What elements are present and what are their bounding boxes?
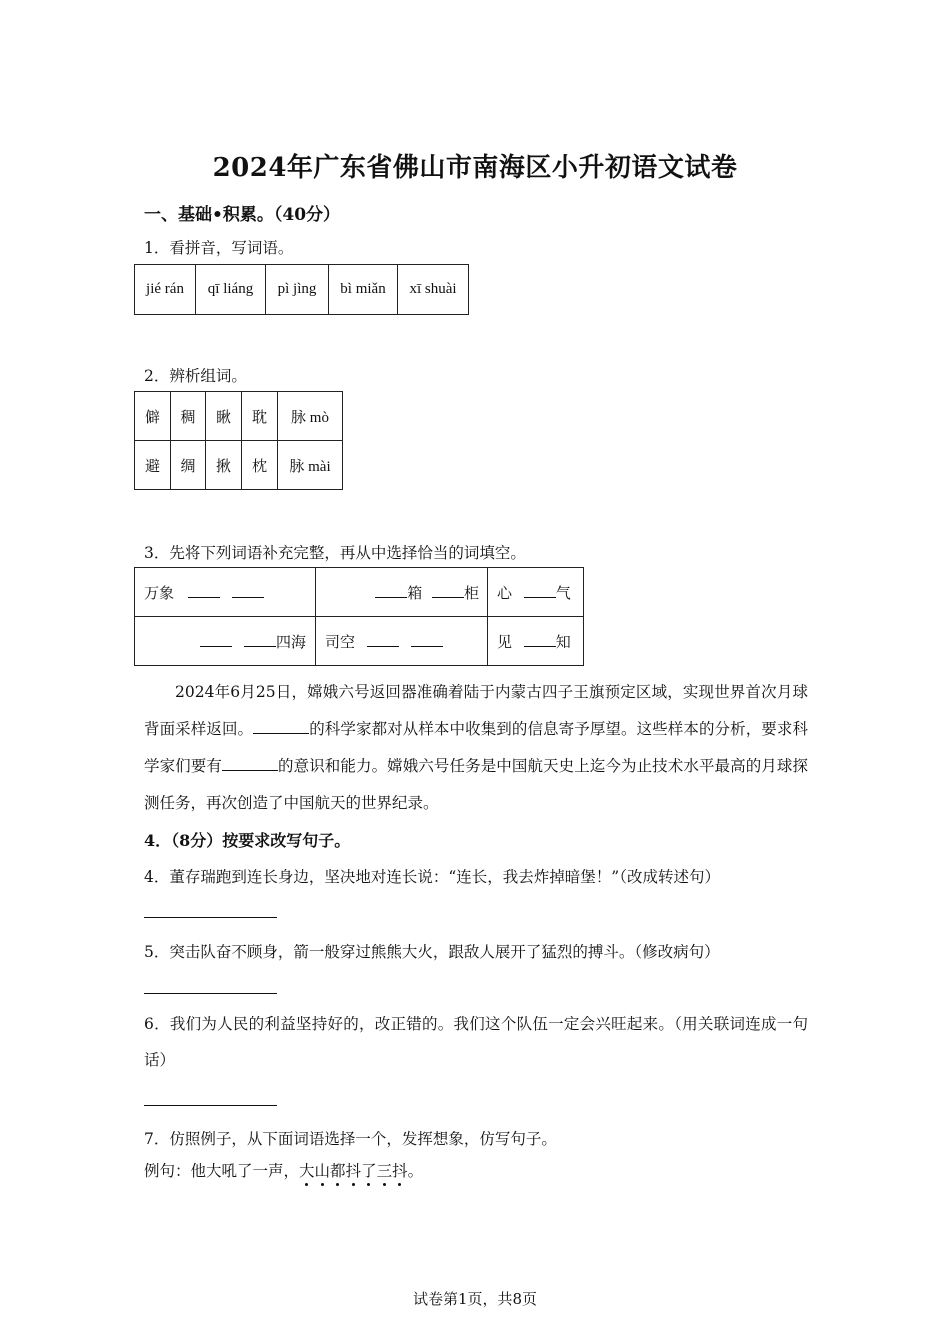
emphasis-char: 都 xyxy=(330,1162,346,1180)
idiom-text: 气 xyxy=(555,585,571,602)
pinyin-cell: xī shuài xyxy=(398,265,469,315)
idiom-cell xyxy=(135,617,316,666)
idiom-text: 四海 xyxy=(275,634,306,651)
question-1-prompt: 1．看拼音，写词语。 xyxy=(144,239,294,257)
example-suffix: 。 xyxy=(407,1162,424,1180)
answer-line xyxy=(144,1105,277,1106)
emphasis-char: 抖 xyxy=(392,1162,408,1180)
pinyin-table xyxy=(134,264,469,315)
example-sentence xyxy=(144,1159,423,1181)
page-footer: 试卷第1页，共8页 xyxy=(412,1290,538,1308)
pinyin-cell: bì miǎn xyxy=(329,265,398,315)
answer-blank xyxy=(188,583,220,598)
answer-blank xyxy=(524,583,556,598)
idiom-table xyxy=(134,567,584,666)
emphasis-char: 了 xyxy=(361,1162,377,1180)
emphasis-char: 抖 xyxy=(345,1162,362,1180)
idiom-text: 箱 xyxy=(407,585,423,602)
char-cell: 避 xyxy=(135,441,171,490)
section-heading: 一、基础•积累。（40分） xyxy=(144,205,341,225)
answer-blank xyxy=(253,719,309,734)
idiom-cell xyxy=(135,568,316,617)
pinyin-cell: qī liáng xyxy=(196,265,266,315)
idiom-text: 司空 xyxy=(325,634,356,651)
idiom-text: 知 xyxy=(555,634,571,651)
example-prefix: 例句：他大吼了一声， xyxy=(144,1162,300,1180)
answer-blank xyxy=(367,632,399,647)
question-4-heading: 4．（8分）按要求改写句子。 xyxy=(144,831,351,850)
idiom-cell xyxy=(316,617,488,666)
char-cell: 揪 xyxy=(206,441,242,490)
char-cell: 僻 xyxy=(135,392,171,441)
idiom-text: 心 xyxy=(497,585,513,602)
char-cell: 枕 xyxy=(242,441,278,490)
character-table xyxy=(134,391,343,490)
question-3-prompt: 3．先将下列词语补充完整，再从中选择恰当的词填空。 xyxy=(144,544,526,562)
answer-blank xyxy=(222,756,278,771)
idiom-text: 万象 xyxy=(144,585,175,602)
answer-blank xyxy=(232,583,264,598)
answer-blank xyxy=(375,583,407,598)
answer-line xyxy=(144,917,277,918)
idiom-cell xyxy=(488,617,584,666)
char-cell: 耽 xyxy=(242,392,278,441)
idiom-text: 柜 xyxy=(463,585,479,602)
reading-passage xyxy=(144,674,808,822)
emphasis-char: 山 xyxy=(314,1162,331,1180)
char-cell: 稠 xyxy=(171,392,206,441)
pinyin-cell: pì jìng xyxy=(266,265,329,315)
idiom-cell xyxy=(316,568,488,617)
emphasis-char: 三 xyxy=(376,1162,393,1180)
question-2-prompt: 2．辨析组词。 xyxy=(144,367,247,385)
answer-blank xyxy=(200,632,232,647)
char-cell: 脉 mài xyxy=(278,441,343,490)
answer-line xyxy=(144,993,277,994)
char-cell: 绸 xyxy=(171,441,206,490)
emphasis-char: 大 xyxy=(299,1162,315,1180)
char-cell: 脉 mò xyxy=(278,392,343,441)
pinyin-cell: jié rán xyxy=(135,265,196,315)
idiom-text: 见 xyxy=(497,634,513,651)
passage-text: 的意识和能力。嫦娥六号任务是中国航天史上迄今为止技术水平最高的月球探测任务，再次创造了中国航天的世界纪录。 xyxy=(144,757,808,812)
char-cell: 瞅 xyxy=(206,392,242,441)
answer-blank xyxy=(411,632,443,647)
question-4-text: 4．董存瑞跑到连长身边，坚决地对连长说：“连长，我去炸掉暗堡！”（改成转述句） xyxy=(144,868,720,886)
page-title: 2024年广东省佛山市南海区小升初语文试卷 xyxy=(212,153,738,183)
idiom-cell xyxy=(488,568,584,617)
answer-blank xyxy=(244,632,276,647)
question-7-text: 7．仿照例子，从下面词语选择一个，发挥想象，仿写句子。 xyxy=(144,1130,557,1148)
passage-text: 的科学家都对从样本中收集到的信息寄予厚望。这些样本的分析，要求科学家们要有 xyxy=(144,720,808,775)
answer-blank xyxy=(432,583,464,598)
answer-blank xyxy=(524,632,556,647)
question-6-text: 6．我们为人民的利益坚持好的，改正错的。我们这个队伍一定会兴旺起来。（用关联词连成一句话） xyxy=(144,1015,808,1069)
question-5-text: 5．突击队奋不顾身，箭一般穿过熊熊大火，跟敌人展开了猛烈的搏斗。（修改病句） xyxy=(144,943,720,961)
passage-text: 2024年6月25日，嫦娥六号返回器准确着陆于内蒙古四子王旗预定区域，实现世界首次月球背面采样返回。 xyxy=(144,683,808,738)
